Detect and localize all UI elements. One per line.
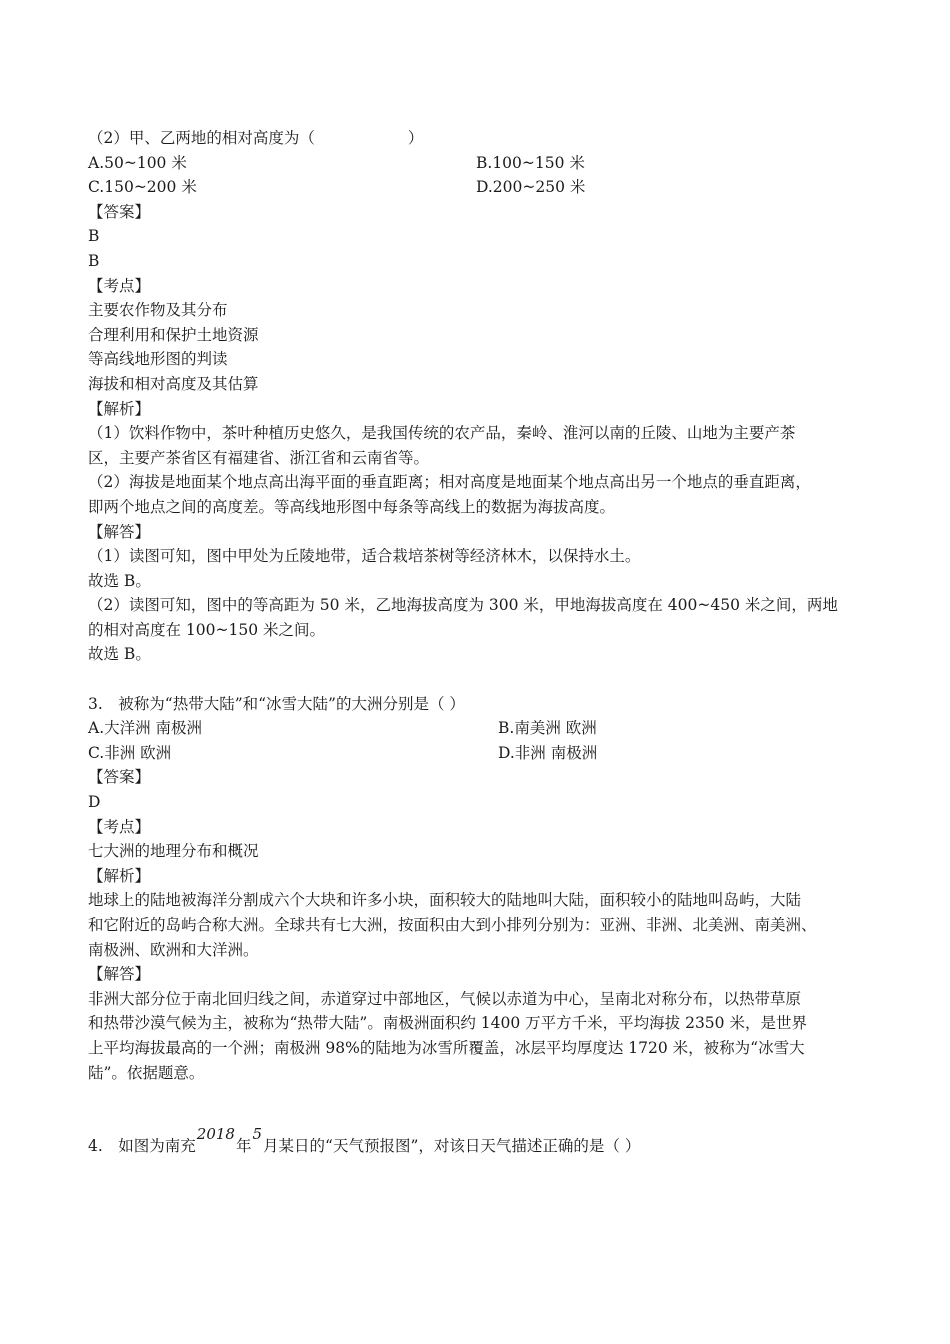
- q2-kaodian-2: 合理利用和保护土地资源: [88, 325, 259, 344]
- q2-options-row-1: [88, 151, 868, 176]
- q2-jieda-line-1: （1）读图可知，图中甲处为丘陵地带，适合栽培茶树等经济林木，以保持水土。: [88, 547, 641, 566]
- q4-stem-post: 月某日的“天气预报图”，对该日天气描述正确的是（ ）: [263, 1137, 641, 1156]
- q2-jieda-line-4: 的相对高度在 100~150 米之间。: [88, 620, 326, 639]
- spacer: [88, 1085, 868, 1110]
- q3-jiexi-line-2: 和它附近的岛屿合称大洲。全球共有七大洲，按面积由大到小排列分别为：亚洲、非洲、北美洲、南美洲、: [88, 916, 817, 934]
- q4-stem-mid: 年: [235, 1137, 252, 1156]
- document-page: [88, 126, 868, 1159]
- q2-answer-header: 【答案】: [88, 202, 151, 221]
- q4-year: 2018: [196, 1125, 235, 1144]
- q4-month: 5: [252, 1125, 263, 1144]
- q2-kaodian-header: 【考点】: [88, 276, 151, 295]
- q3-jieda-line-4: 陆”。依据题意。: [88, 1063, 205, 1082]
- q2-jieda-line-5: 故选 B。: [88, 645, 151, 664]
- q2-kaodian-1: 主要农作物及其分布: [88, 301, 228, 320]
- q4-stem: [88, 1125, 868, 1159]
- q3-option-a: A.大洋洲 南极洲: [88, 719, 203, 738]
- q2-stem: （2）甲、乙两地的相对高度为（ ）: [88, 129, 424, 147]
- spacer: [88, 667, 868, 692]
- q2-option-d: D.200~250 米: [476, 178, 586, 197]
- q3-option-d: D.非洲 南极洲: [498, 743, 598, 762]
- q3-jieda-header: 【解答】: [88, 965, 151, 984]
- q3-option-c: C.非洲 欧洲: [88, 743, 172, 762]
- q2-jieda-line-2: 故选 B。: [88, 571, 151, 590]
- q3-option-b: B.南美洲 欧洲: [498, 719, 597, 738]
- q2-kaodian-3: 等高线地形图的判读: [88, 350, 228, 369]
- q2-jiexi-header: 【解析】: [88, 399, 151, 418]
- q3-jieda-line-3: 上平均海拔最高的一个洲；南极洲 98%的陆地为冰雪所覆盖，冰层平均厚度达 1720 米，被称为“冰雪大: [88, 1038, 805, 1057]
- q2-option-b: B.100~150 米: [476, 153, 585, 172]
- q2-kaodian-4: 海拔和相对高度及其估算: [88, 374, 259, 393]
- q2-jieda-line-3: （2）读图可知，图中的等高距为 50 米，乙地海拔高度为 300 米，甲地海拔高度在 400~450 米之间，两地: [88, 596, 838, 615]
- q4-stem-pre: 4. 如图为南充: [88, 1137, 196, 1156]
- q2-jiexi-line-1: （1）饮料作物中，茶叶种植历史悠久，是我国传统的农产品，秦岭、淮河以南的丘陵、山地为主要产茶: [88, 424, 796, 443]
- q3-stem: 3. 被称为“热带大陆”和“冰雪大陆”的大洲分别是（ ）: [88, 694, 465, 713]
- q2-jiexi-line-3: （2）海拔是地面某个地点高出海平面的垂直距离；相对高度是地面某个地点高出另一个地点的垂直距离，: [88, 473, 811, 492]
- q2-jieda-header: 【解答】: [88, 522, 151, 541]
- q3-options-row-2: [88, 741, 868, 766]
- q2-jiexi-line-2: 区，主要产茶省区有福建省、浙江省和云南省等。: [88, 448, 430, 467]
- q2-answer-2: B: [88, 251, 100, 270]
- q2-options-row-2: [88, 175, 868, 200]
- q3-jiexi-line-1: 地球上的陆地被海洋分割成六个大块和许多小块，面积较大的陆地叫大陆，面积较小的陆地叫岛屿，大陆: [88, 891, 802, 910]
- q3-kaodian: 七大洲的地理分布和概况: [88, 842, 259, 861]
- q2-jiexi-line-4: 即两个地点之间的高度差。等高线地形图中每条等高线上的数据为海拔高度。: [88, 497, 616, 516]
- q3-kaodian-header: 【考点】: [88, 817, 151, 836]
- q3-jiexi-line-3: 南极洲、欧洲和大洋洲。: [88, 940, 259, 959]
- q3-jiexi-header: 【解析】: [88, 866, 151, 885]
- q3-options-row-1: [88, 716, 868, 741]
- q2-option-c: C.150~200 米: [88, 178, 197, 197]
- q3-jieda-line-2: 和热带沙漠气候为主，被称为“热带大陆”。南极洲面积约 1400 万平方千米，平均海拔 2350 米，是世界: [88, 1014, 807, 1033]
- q2-option-a: A.50~100 米: [88, 153, 187, 172]
- q3-answer-header: 【答案】: [88, 768, 151, 787]
- q3-jieda-line-1: 非洲大部分位于南北回归线之间，赤道穿过中部地区，气候以赤道为中心，呈南北对称分布，以热带草原: [88, 989, 802, 1008]
- q3-answer: D: [88, 793, 101, 812]
- q2-answer-1: B: [88, 227, 100, 246]
